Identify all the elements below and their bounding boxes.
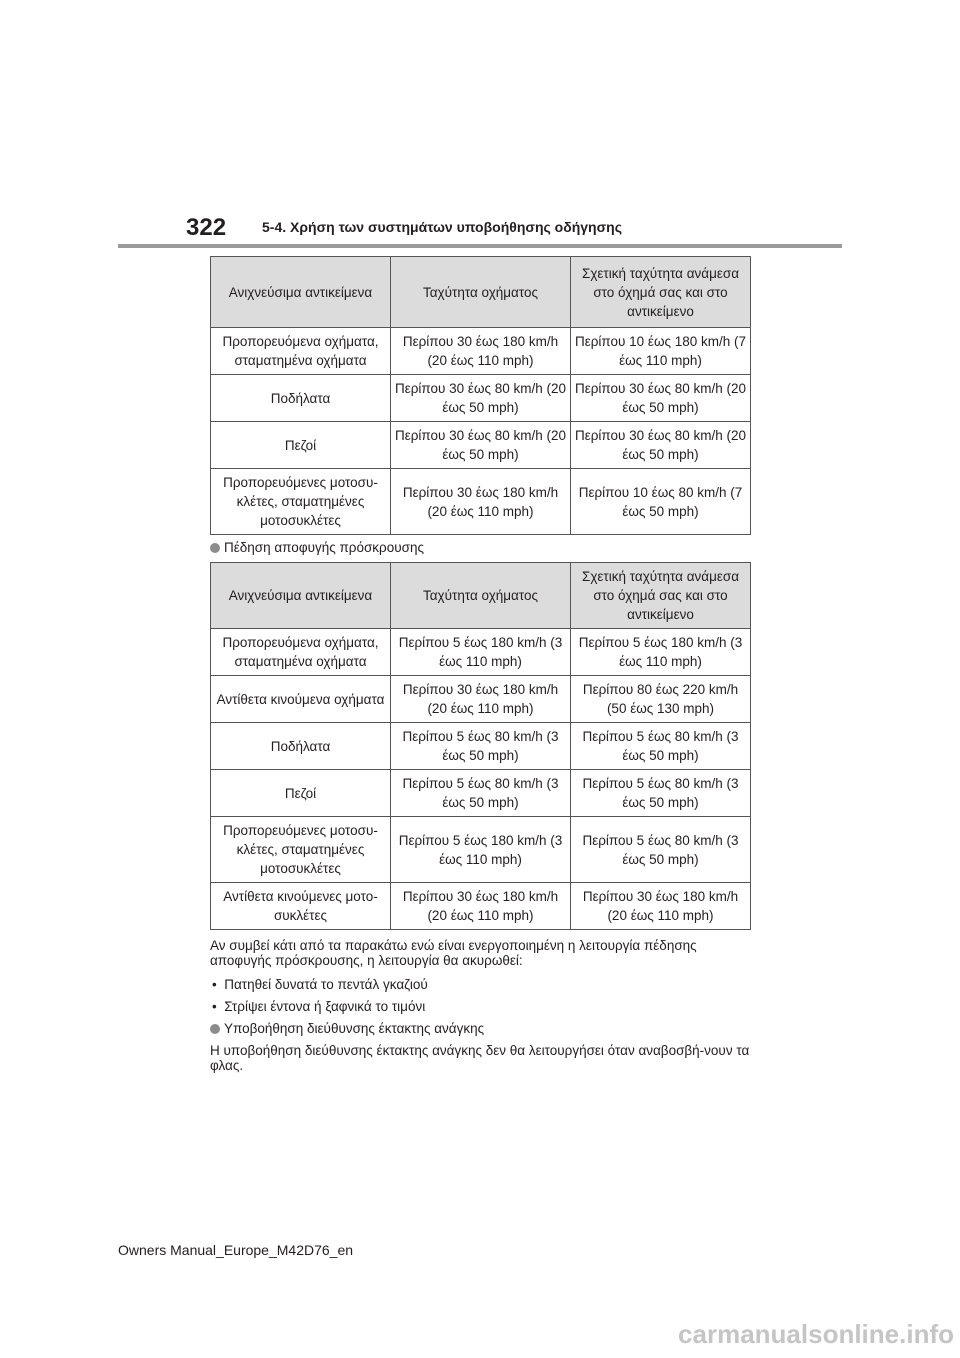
bullet-dot-icon bbox=[210, 543, 220, 553]
table-row bbox=[211, 723, 751, 770]
table-cell: Περίπου 5 έως 180 km/h (3 έως 110 mph) bbox=[391, 629, 571, 676]
cancel-conditions-text: Αν συμβεί κάτι από τα παρακάτω ενώ είναι ενεργοποιημένη η λειτουργία πέδησης αποφυγής πρόσκρουσης, η λειτουργία θα ακυρωθεί: bbox=[210, 938, 697, 968]
table-row bbox=[211, 676, 751, 723]
table-cell: Περίπου 30 έως 180 km/h (20 έως 110 mph) bbox=[391, 469, 571, 535]
table-cell: Περίπου 10 έως 180 km/h (7 έως 110 mph) bbox=[571, 328, 751, 375]
list-item bbox=[212, 976, 428, 994]
table-cell: Πεζοί bbox=[211, 770, 391, 817]
table-cell: Περίπου 80 έως 220 km/h (50 έως 130 mph) bbox=[571, 676, 751, 723]
list-item-text: Στρίψει έντονα ή ξαφνικά το τιμόνι bbox=[224, 999, 426, 1014]
watermark: carmanualsonline.info bbox=[678, 1319, 954, 1349]
bullet-dot-icon bbox=[210, 1024, 220, 1034]
table-row bbox=[211, 817, 751, 883]
column-header: Ταχύτητα οχήματος bbox=[391, 563, 571, 629]
table-cell: Περίπου 30 έως 80 km/h (20 έως 50 mph) bbox=[391, 422, 571, 469]
table-cell: Περίπου 30 έως 180 km/h (20 έως 110 mph) bbox=[391, 883, 571, 930]
section-heading-collision-braking bbox=[210, 539, 424, 557]
table-cell: Αντίθετα κινούμενα οχήματα bbox=[211, 676, 391, 723]
column-header: Σχετική ταχύτητα ανάμεσα στο όχημά σας και στο αντικείμενο bbox=[571, 257, 751, 328]
table-row bbox=[211, 629, 751, 676]
column-header: Ανιχνεύσιμα αντικείμενα bbox=[211, 563, 391, 629]
header-rule bbox=[118, 244, 842, 248]
table-cell: Περίπου 5 έως 80 km/h (3 έως 50 mph) bbox=[391, 770, 571, 817]
table-header-row bbox=[211, 257, 751, 328]
table-cell: Περίπου 30 έως 80 km/h (20 έως 50 mph) bbox=[391, 375, 571, 422]
table-cell: Περίπου 5 έως 180 km/h (3 έως 110 mph) bbox=[571, 629, 751, 676]
list-item-text: Πατηθεί δυνατά το πεντάλ γκαζιού bbox=[224, 977, 428, 992]
list-item bbox=[212, 998, 425, 1016]
footer-manual-id: Owners Manual_Europe_M42D76_en bbox=[118, 1242, 354, 1258]
table-cell: Περίπου 5 έως 80 km/h (3 έως 50 mph) bbox=[571, 723, 751, 770]
column-header: Ανιχνεύσιμα αντικείμενα bbox=[211, 257, 391, 328]
table-cell: Πεζοί bbox=[211, 422, 391, 469]
detection-table-2 bbox=[210, 562, 751, 930]
emergency-steering-text: Η υποβοήθηση διεύθυνσης έκτακτης ανάγκης δεν θα λειτουργήσει όταν αναβοσβή-νουν τα φλας. bbox=[210, 1043, 750, 1073]
table-row bbox=[211, 375, 751, 422]
table-cell: Περίπου 30 έως 180 km/h (20 έως 110 mph) bbox=[391, 328, 571, 375]
table-cell: Περίπου 5 έως 80 km/h (3 έως 50 mph) bbox=[391, 723, 571, 770]
detection-table-1 bbox=[210, 256, 751, 535]
table-row bbox=[211, 469, 751, 535]
table-cell: Προπορευόμενες μοτοσυ-κλέτες, σταματημένες μοτοσυκλέτες bbox=[211, 817, 391, 883]
page-number: 322 bbox=[186, 214, 227, 241]
bullet-icon: • bbox=[212, 977, 225, 992]
table-cell: Προπορευόμενες μοτοσυ-κλέτες, σταματημένες μοτοσυκλέτες bbox=[211, 469, 391, 535]
table-row bbox=[211, 770, 751, 817]
table-cell: Περίπου 5 έως 80 km/h (3 έως 50 mph) bbox=[571, 817, 751, 883]
heading-text: Πέδηση αποφυγής πρόσκρουσης bbox=[224, 540, 424, 555]
bullet-icon: • bbox=[212, 999, 225, 1014]
column-header: Σχετική ταχύτητα ανάμεσα στο όχημά σας και στο αντικείμενο bbox=[571, 563, 751, 629]
page-header bbox=[118, 208, 842, 248]
section-title: 5-4. Χρήση των συστημάτων υποβοήθησης οδήγησης bbox=[262, 219, 623, 235]
table-row bbox=[211, 422, 751, 469]
table-cell: Περίπου 5 έως 180 km/h (3 έως 110 mph) bbox=[391, 817, 571, 883]
table-cell: Περίπου 30 έως 180 km/h (20 έως 110 mph) bbox=[571, 883, 751, 930]
table-cell: Περίπου 5 έως 80 km/h (3 έως 50 mph) bbox=[571, 770, 751, 817]
table-row bbox=[211, 883, 751, 930]
table-header-row bbox=[211, 563, 751, 629]
table-cell: Περίπου 30 έως 80 km/h (20 έως 50 mph) bbox=[571, 375, 751, 422]
table-cell: Ποδήλατα bbox=[211, 723, 391, 770]
table-cell: Αντίθετα κινούμενες μοτο-συκλέτες bbox=[211, 883, 391, 930]
table-cell: Ποδήλατα bbox=[211, 375, 391, 422]
section-heading-emergency-steering bbox=[210, 1020, 484, 1038]
table-cell: Προπορευόμενα οχήματα, σταματημένα οχήματα bbox=[211, 629, 391, 676]
table-cell: Περίπου 10 έως 80 km/h (7 έως 50 mph) bbox=[571, 469, 751, 535]
table-cell: Προπορευόμενα οχήματα, σταματημένα οχήματα bbox=[211, 328, 391, 375]
table-row bbox=[211, 328, 751, 375]
column-header: Ταχύτητα οχήματος bbox=[391, 257, 571, 328]
heading-text: Υποβοήθηση διεύθυνσης έκτακτης ανάγκης bbox=[224, 1021, 485, 1036]
table-cell: Περίπου 30 έως 80 km/h (20 έως 50 mph) bbox=[571, 422, 751, 469]
table-cell: Περίπου 30 έως 180 km/h (20 έως 110 mph) bbox=[391, 676, 571, 723]
